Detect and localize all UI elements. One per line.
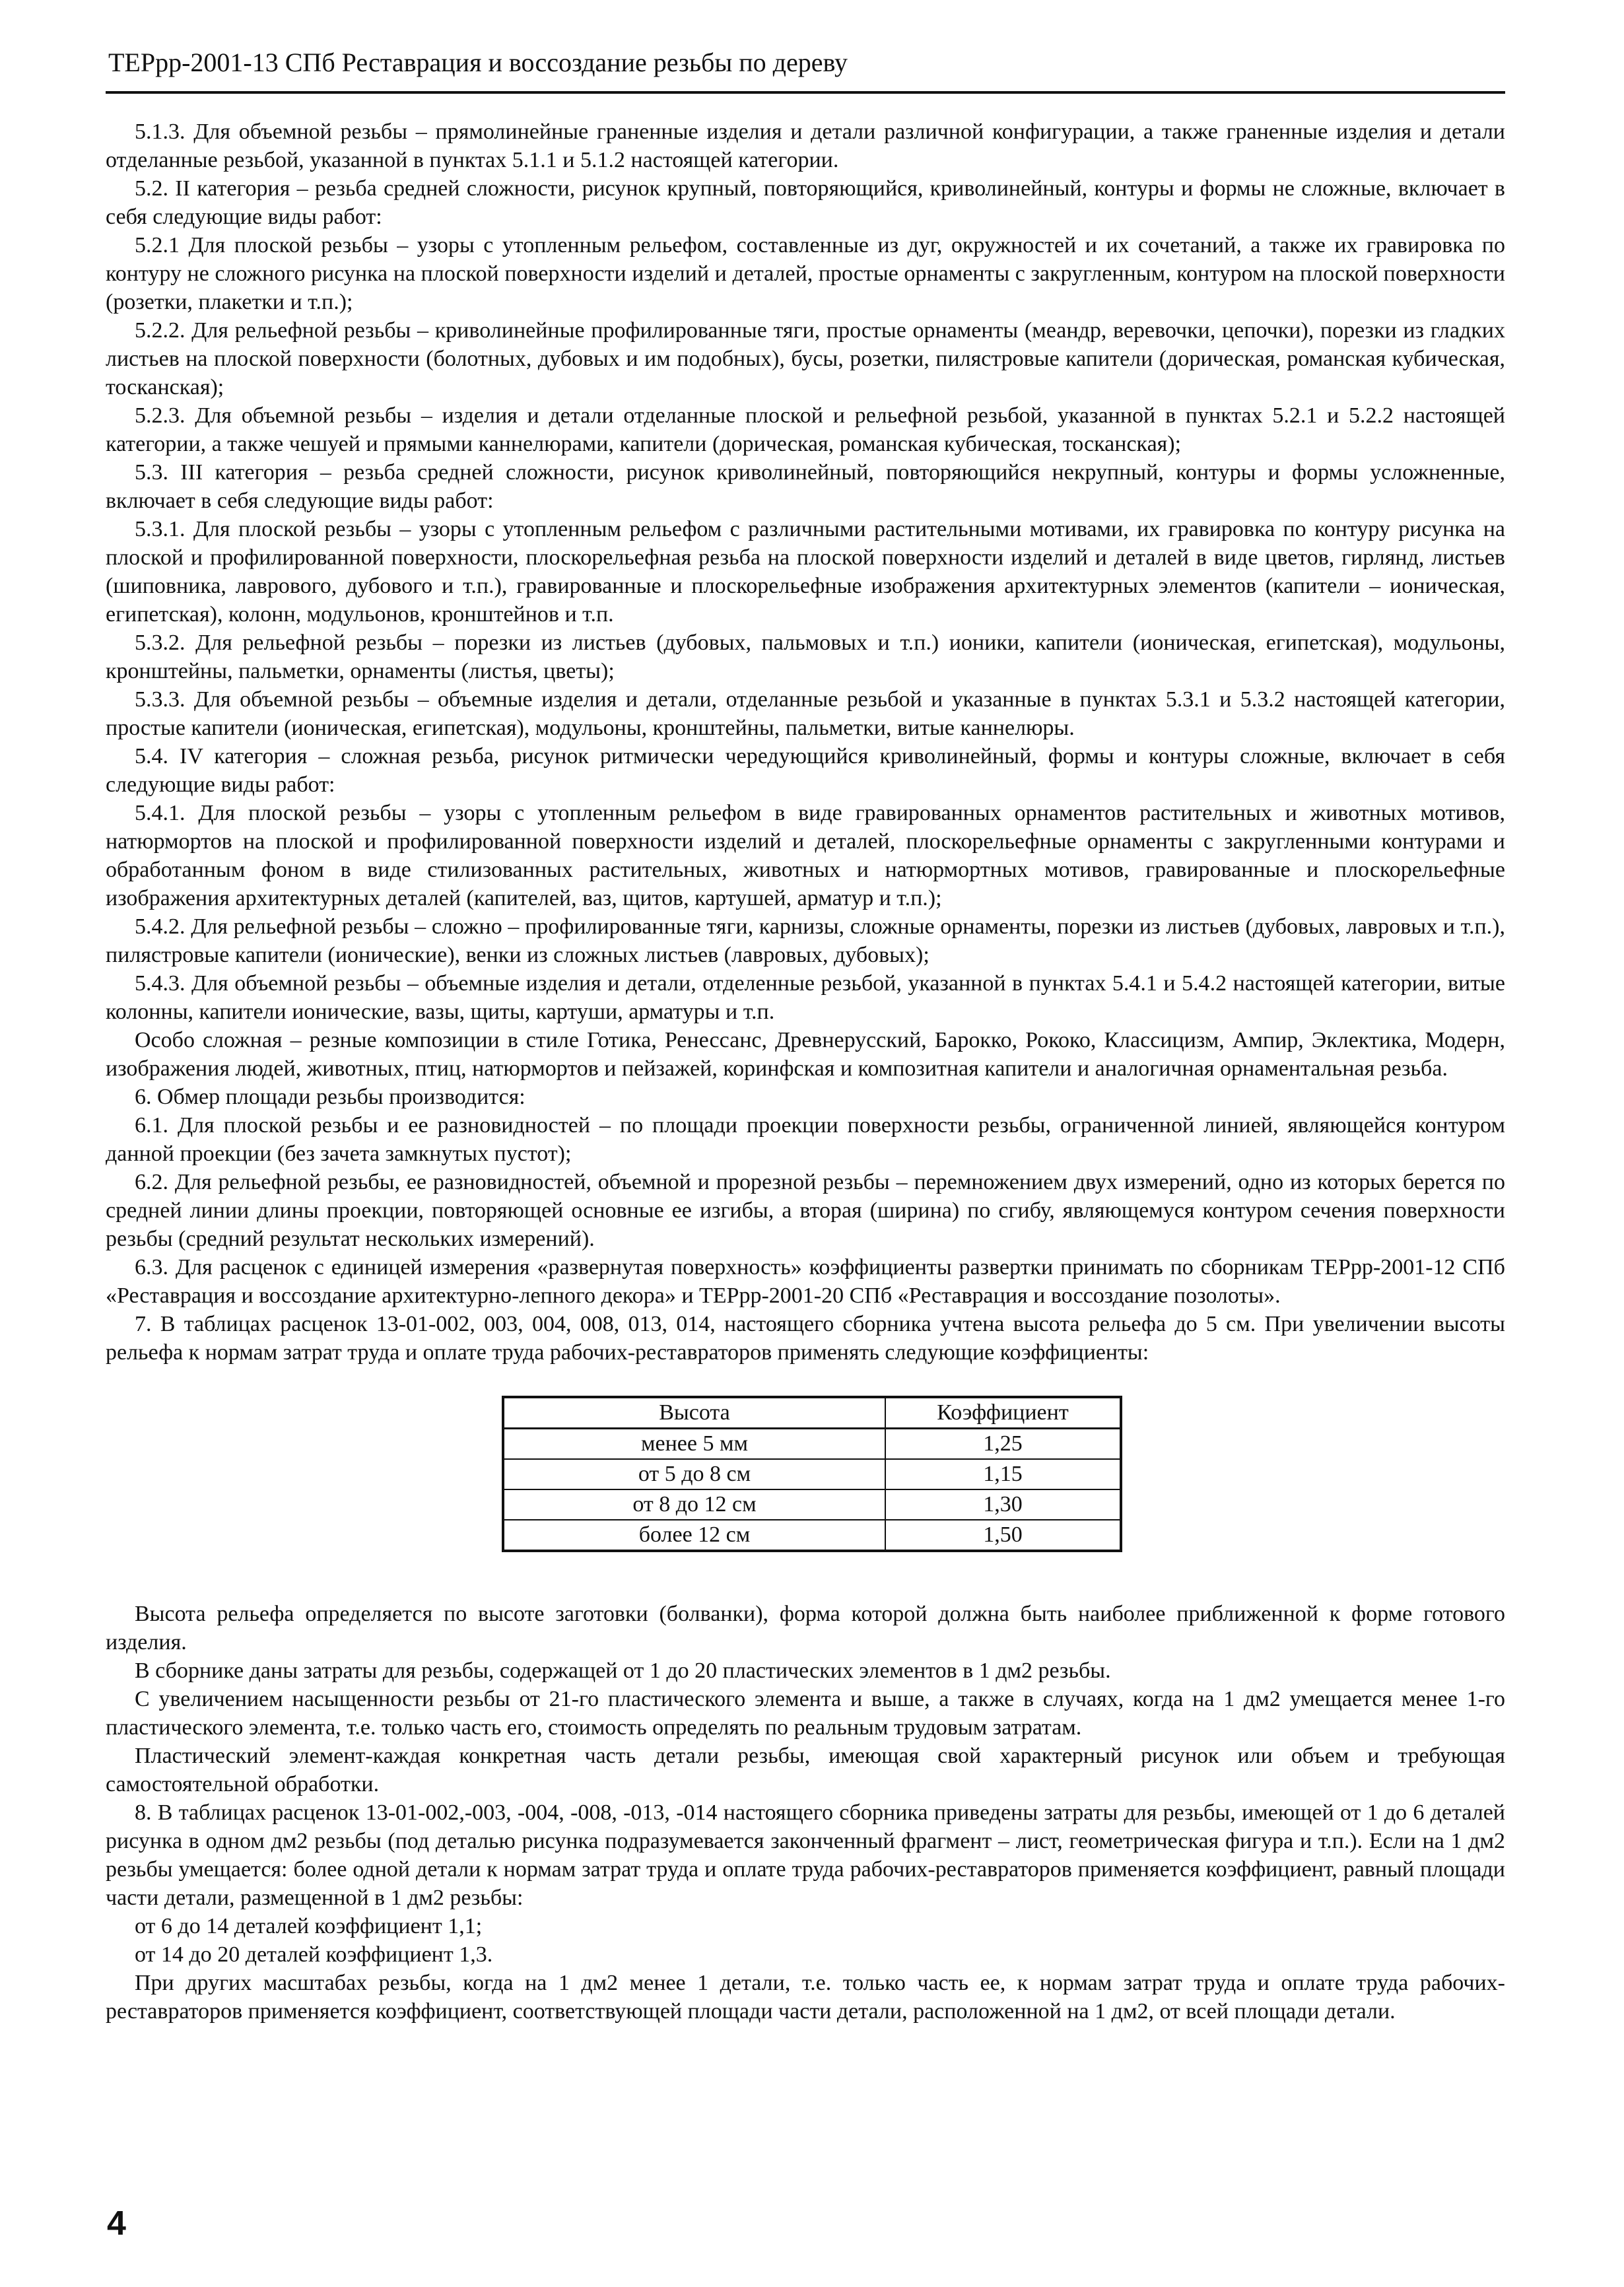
paragraph: 5.1.3. Для объемной резьбы – прямолинейные граненные изделия и детали различной конфигурации, а также граненные изделия и детали отделанные резьбой, указанной в пунктах 5.1.1 и 5.1.2 настоящей категории. (106, 119, 1505, 172)
paragraph: 6.3. Для расценок с единицей измерения «развернутая поверхность» коэффициенты развертки принимать по сборникам ТЕРрр-2001-12 СПб «Реставрация и воссоздание архитектурно-лепного декора» и ТЕРрр-2001-20 СПб «Реставрация и воссоздание позолоты». (106, 1255, 1505, 1308)
table-cell-height: более 12 см (503, 1520, 885, 1551)
paragraph: 6.2. Для рельефной резьбы, ее разновидностей, объемной и прорезной резьбы – перемножением двух измерений, одно из которых берется по средней линии длины проекции, повторяющей основные ее изгибы, а вторая (ширина) по сгибу, являющемуся контуром сечения поверхности резьбы (средний результат нескольких измерений). (106, 1170, 1505, 1251)
table-row (503, 1520, 1121, 1551)
paragraph: 5.4.2. Для рельефной резьбы – сложно – профилированные тяги, карнизы, сложные орнаменты, порезки из листьев (дубовых, лавровых и т.п.), пилястровые капители (ионические), венки из сложных листьев (лавровых, дубовых); (106, 914, 1505, 967)
table-cell-coefficient: 1,15 (885, 1459, 1121, 1489)
body-text-before-table (106, 118, 1505, 1367)
paragraph: 5.2.1 Для плоской резьбы – узоры с утопленным рельефом, составленные из дуг, окружностей и их сочетаний, а также их гравировка по контуру не сложного рисунка на плоской поверхности изделий и деталей, простые орнаменты с закругленным, контуром на плоской поверхности (розетки, плакетки и т.п.); (106, 233, 1505, 314)
paragraph: от 14 до 20 деталей коэффициент 1,3. (135, 1942, 493, 1967)
body-text-after-table (106, 1600, 1505, 2026)
paragraph: С увеличением насыщенности резьбы от 21-го пластического элемента и выше, а также в случаях, когда на 1 дм2 умещается менее 1-го пластического элемента, т.е. только часть его, стоимость определять по реальным трудовым затратам. (106, 1687, 1505, 1740)
paragraph: 7. В таблицах расценок 13-01-002, 003, 004, 008, 013, 014, настоящего сборника учтена высота рельефа до 5 см. При увеличении высоты рельефа к нормам затрат труда и оплате труда рабочих-реставраторов применять следующие коэффициенты: (106, 1312, 1505, 1365)
table-row (503, 1429, 1121, 1460)
paragraph: 5.2. II категория – резьба средней сложности, рисунок крупный, повторяющийся, криволинейный, контуры и формы не сложные, включает в себя следующие виды работ: (106, 176, 1505, 229)
page-header: ТЕРрр-2001-13 СПб Реставрация и воссоздание резьбы по дереву (108, 48, 848, 77)
paragraph: 6.1. Для плоской резьбы и ее разновидностей – по площади проекции поверхности резьбы, ограниченной линией, являющейся контуром данной проекции (без зачета замкнутых пустот); (106, 1113, 1505, 1166)
table-cell-coefficient: 1,30 (885, 1489, 1121, 1520)
header-rule (106, 91, 1505, 94)
paragraph: от 6 до 14 деталей коэффициент 1,1; (135, 1914, 483, 1938)
paragraph: 5.2.3. Для объемной резьбы – изделия и детали отделанные плоской и рельефной резьбой, указанной в пунктах 5.2.1 и 5.2.2 настоящей категории, а также чешуей и прямыми каннелюрами, капители (дорическая, романская кубическая, тосканская); (106, 403, 1505, 456)
table-wrapper (106, 1396, 1505, 1552)
paragraph: 5.3. III категория – резьба средней сложности, рисунок криволинейный, повторяющийся некрупный, контуры и формы усложненные, включает в себя следующие виды работ: (106, 460, 1505, 513)
paragraph: Пластический элемент-каждая конкретная часть детали резьбы, имеющая свой характерный рисунок или объем и требующая самостоятельной обработки. (106, 1744, 1505, 1796)
table-header-coefficient: Коэффициент (885, 1397, 1121, 1429)
paragraph: 5.3.3. Для объемной резьбы – объемные изделия и детали, отделанные резьбой и указанные в пунктах 5.3.1 и 5.3.2 настоящей категории, простые капители (ионическая, египетская), модульоны, кронштейны, пальметки, витые каннелюры. (106, 687, 1505, 740)
paragraph: 5.3.2. Для рельефной резьбы – порезки из листьев (дубовых, пальмовых и т.п.) ионики, капители (ионическая, египетская), модульоны, кронштейны, пальметки, орнаменты (листья, цветы); (106, 631, 1505, 683)
table-row (503, 1459, 1121, 1489)
paragraph: Особо сложная – резные композиции в стиле Готика, Ренессанс, Древнерусский, Барокко, Рококо, Классицизм, Ампир, Эклектика, Модерн, изображения людей, животных, птиц, натюрмортов и пейзажей, коринфская и композитная капители и аналогичная орнаментальная резьба. (106, 1028, 1505, 1081)
table-cell-coefficient: 1,25 (885, 1429, 1121, 1460)
paragraph: В сборнике даны затраты для резьбы, содержащей от 1 до 20 пластических элементов в 1 дм2 резьбы. (135, 1658, 1111, 1683)
paragraph: 8. В таблицах расценок 13-01-002,-003, -004, -008, -013, -014 настоящего сборника приведены затраты для резьбы, имеющей от 1 до 6 деталей рисунка в одном дм2 резьбы (под деталью рисунка подразумевается законченный фрагмент – лист, геометрическая фигура и т.п.). Если на 1 дм2 резьбы умещается: более одной детали к нормам затрат труда и оплате труда рабочих-реставраторов применяется коэффициент, равный площади части детали, размещенной в 1 дм2 резьбы: (106, 1800, 1505, 1910)
page-number: 4 (107, 2204, 126, 2243)
table-cell-height: менее 5 мм (503, 1429, 885, 1460)
document-page (106, 45, 1505, 2243)
paragraph: 6. Обмер площади резьбы производится: (135, 1085, 525, 1109)
table-cell-height: от 8 до 12 см (503, 1489, 885, 1520)
paragraph: 5.4.3. Для объемной резьбы – объемные изделия и детали, отделенные резьбой, указанной в пунктах 5.4.1 и 5.4.2 настоящей категории, витые колонны, капители ионические, вазы, щиты, картуши, арматуры и т.п. (106, 971, 1505, 1024)
coefficient-table (502, 1396, 1122, 1552)
table-header-height: Высота (503, 1397, 885, 1429)
paragraph: 5.3.1. Для плоской резьбы – узоры с утопленным рельефом с различными растительными мотивами, их гравировка по контуру рисунка на плоской и профилированной поверхности, плоскорельефная резьба на плоской поверхности изделий и деталей в виде цветов, гирлянд, листьев (шиповника, лаврового, дубового и т.п.), гравированные и плоскорельефные изображения архитектурных элементов (капители – ионическая, египетская), колонн, модульонов, кронштейнов и т.п. (106, 517, 1505, 627)
table-cell-coefficient: 1,50 (885, 1520, 1121, 1551)
paragraph: 5.4. IV категория – сложная резьба, рисунок ритмически чередующийся криволинейный, формы и контуры сложные, включает в себя следующие виды работ: (106, 744, 1505, 797)
table-row (503, 1489, 1121, 1520)
table-header-row (503, 1397, 1121, 1429)
paragraph: 5.4.1. Для плоской резьбы – узоры с утопленным рельефом в виде гравированных орнаментов растительных и животных мотивов, натюрмортов на плоской и профилированной поверхности изделий и деталей, плоскорельефные орнаменты с закругленными контурами и обработанным фоном в виде стилизованных растительных, животных и натюрмортных мотивов, гравированные и плоскорельефные изображения архитектурных деталей (капителей, ваз, щитов, картушей, арматур и т.п.); (106, 801, 1505, 910)
paragraph: При других масштабах резьбы, когда на 1 дм2 менее 1 детали, т.е. только часть ее, к нормам затрат труда и оплате труда рабочих-реставраторов применяется коэффициент, соответствующей площади части детали, расположенной на 1 дм2, от всей площади детали. (106, 1971, 1505, 2024)
paragraph: 5.2.2. Для рельефной резьбы – криволинейные профилированные тяги, простые орнаменты (меандр, веревочки, цепочки), порезки из гладких листьев на плоской поверхности (болотных, дубовых и им подобных), бусы, розетки, пилястровые капители (дорическая, романская кубическая, тосканская); (106, 318, 1505, 399)
paragraph: Высота рельефа определяется по высоте заготовки (болванки), форма которой должна быть наиболее приближенной к форме готового изделия. (106, 1602, 1505, 1655)
table-cell-height: от 5 до 8 см (503, 1459, 885, 1489)
